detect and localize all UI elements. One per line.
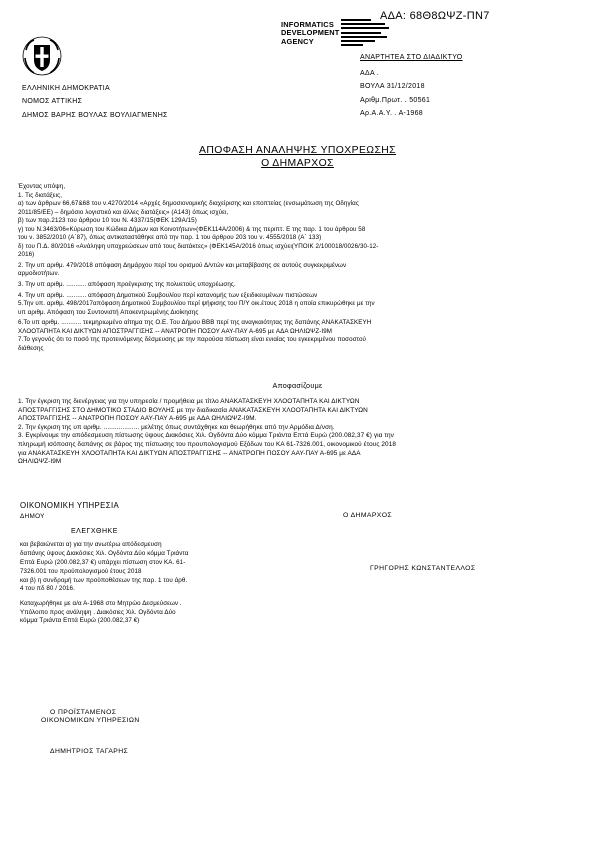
ledger-line: Υπόλοιπο προς ανάληψη . Διακόσιες Χιλ. Ογδόντα Δύο <box>20 608 176 616</box>
meta-ada: ΑΔΑ . <box>360 70 380 77</box>
ledger-line: Καταχωρήθηκε με α/α Α-1968 στο Μητρώο Δεσμεύσεων . <box>20 600 182 607</box>
considerations-block <box>18 183 574 353</box>
issuer-block <box>22 82 168 122</box>
body-line: ΧΛΟΟΤΑΠΗΤΑ ΚΑΙ ΔΙΚΤΥΩΝ ΑΠΟΣΤΡΑΓΓΙΣΗΣ -- ΑΝΑΤΡΟΠΗ ΠΟΣΟΥ ΑΑΥ-ΠΑΥ Α-695 με ΑΔΑ ΩΗΛΙΩΨΖ-Ι9Μ <box>18 327 333 335</box>
decisions-block <box>18 398 578 467</box>
ada-number: ΑΔΑ: 68Θ8ΩΨΖ-ΠΝ7 <box>380 10 490 22</box>
body-line: α) των άρθρων 66,67&68 του ν.4270/2014 «Αρχές δημοσιονομικής διαχείρισης και εποπτείας (ενσωμάτωση της Οδηγίας <box>18 200 359 208</box>
body-line: Έχοντας υπόψη, <box>18 183 66 190</box>
mayor-name: ΓΡΗΓΟΡΗΣ ΚΩΝΣΤΑΝΤΕΛΛΟΣ <box>370 565 476 572</box>
body-line: του ν. 3852/2010 (Α΄87), όπως αντικαταστάθηκε από την παρ. 1 του άρθρου 203 του ν. 4555/2018 (Α΄ 133) <box>18 234 322 242</box>
document-title <box>0 144 595 170</box>
issuer-municipality: ΔΗΜΟΣ ΒΑΡΗΣ ΒΟΥΛΑΣ ΒΟΥΛΙΑΓΜΕΝΗΣ <box>22 111 168 119</box>
ledger-block <box>20 577 187 594</box>
decide-heading: Αποφασίζουμε <box>272 381 323 390</box>
body-line: γ) του Ν.3463/06«Κύρωση του Κώδικα Δήμων και Κοινοτήτων»(ΦΕΚ114Α/2006) & της περιπτ. Ε της παρ. 1 του άρθρου 58 <box>18 225 366 233</box>
issuer-prefecture: ΝΟΜΟΣ ΑΤΤΙΚΗΣ <box>22 98 83 106</box>
body-line: 6.Το υπ αριθμ. ........... τεκμηριωμένο αίτημα της Ο.Ε. Του Δήμου ΒΒΒ περί της αναγκαιότητας της δαπάνης ΑΝΑΚΑΤΑΣΚΕΥΗ <box>18 319 372 327</box>
greek-coat-of-arms-icon <box>22 36 62 76</box>
decision-line: ΑΠΟΣΤΡΑΓΓΙΣΗΣ ΣΤΟ ΔΗΜΟΤΙΚΟ ΣΤΑΔΙΟ ΒΟΥΛΗΣ με την διαδικασία ΑΝΑΚΑΤΑΣΚΕΥΗ ΧΛΟΟΤΑΠΗΤΑ ΚΑΙ ΔΙΚΤΥΩΝ <box>18 406 368 414</box>
body-line: 2016) <box>18 251 35 259</box>
title-line: ΑΠΟΦΑΣΗ ΑΝΑΛΗΨΗΣ ΥΠΟΧΡΕΩΣΗΣ <box>198 145 397 156</box>
issuer-country: ΕΛΛΗΝΙΚΗ ΔΗΜΟΚΡΑΤΙΑ <box>22 85 110 92</box>
ledger-line: Επτά Ευρώ (200.082,37 €) υπάρχει πίστωση στον ΚΑ. 61- <box>20 558 186 566</box>
title-line: Ο ΔΗΜΑΡΧΟΣ <box>261 158 334 169</box>
body-line: 4. Την υπ αριθμ. ........... απόφαση Δημοτικού Συμβουλίου περί κατανομής των εξειδικευμένων πιστώσεων <box>18 291 318 299</box>
body-line: διάθεσης <box>18 344 44 352</box>
posting-label: ΑΝΑΡΤΗΤΕΑ ΣΤΟ ΔΙΑΔΙΚΤΥΟ <box>360 54 463 61</box>
agency-line: DEVELOPMENT <box>281 28 340 38</box>
body-line: δ) του Π.Δ. 80/2016 «Ανάληψη υποχρεώσεων από τους διατάκτες» (ΦΕΚ145Α/2016 όπως ισχύει(ΥΠΟΙΚ 2/100018/0026/30-12- <box>18 242 379 250</box>
ledger-line: 7326.001 του προϋπολογισμού έτους 2018 <box>20 567 142 575</box>
body-line: 7.Το γεγονός ότι το ποσό της προτεινόμενης δέσμευσης με την παρούσα πίστωση είναι ενιαίας του εγκεκριμένου ποσοστού <box>18 336 367 344</box>
meta-place-date: ΒΟΥΛΑ 31/12/2018 <box>360 83 425 91</box>
ledger-line: και βεβαιώνεται α) για την ανωτέρω απόδεσμευση <box>20 541 162 548</box>
ledger-block <box>20 600 182 626</box>
ledger-line: κόμμα Τριάντα Επτά Ευρώ (200.082,37 €) <box>20 617 140 625</box>
meta-block <box>360 67 430 120</box>
body-line: 2011/85/ΕΕ) – δημόσιο λογιστικό και άλλες διατάξεις» (Α143) όπως ισχύει, <box>18 208 229 216</box>
decision-line: πληρωμή ισόποσης δαπάνης σε βάρος της πίστωσης του προυπολογισμού Εξόδων του ΚΑ 61-7326.001, οικονομικού έτους 2018 <box>18 440 397 448</box>
body-line: 2. Την υπ αριθμ. 479/2018 απόφαση Δημάρχου περί του ορισμού Δ/ντών και μεταβίβασης σε αυτούς συγκεκριμένων <box>18 261 347 269</box>
decision-line: ΑΠΟΣΤΡΑΓΓΙΣΗΣ -- ΑΝΑΤΡΟΠΗ ΠΟΣΟΥ ΑΑΥ-ΠΑΥ Α-695 με ΑΔΑ ΩΗΛΙΩΨΖ-Ι9Μ. <box>18 415 257 423</box>
decision-line: 3. Εγκρίνουμε την απόδεσμευση πίστωσης ύψους Διακόσιες Χιλ. Ογδόντα Δύο κόμμα Τριάντα Επτά Ευρώ (200.082,37 €) για την <box>18 432 394 440</box>
ledger-line: 4 του πδ 80 / 2016. <box>20 585 75 593</box>
body-line: 5.Την υπ. αριθμ. 498/2017απόφαση Δημοτικού Συμβουλίου περί ψήφισης του Π/Υ οικ.έτους 2018 η οποία επικυρώθηκε με την <box>18 300 375 308</box>
body-line: 1. Τις διατάξεις, <box>18 191 63 199</box>
agency-line: AGENCY <box>281 36 314 46</box>
econ-service-label: ΟΙΚΟΝΟΜΙΚΗ ΥΠΗΡΕΣΙΑ <box>20 501 120 510</box>
agency-name <box>281 21 339 46</box>
agency-line: INFORMATICS <box>281 20 334 29</box>
econ-municipality-label: ΔΗΜΟΥ <box>20 513 45 520</box>
decision-line: 2. Την έγκριση της υπ αριθμ. ................... μελέτης όπως συντάχθηκε και θεωρήθηκε από την Αρμόδια Δ/νση. <box>18 423 335 431</box>
decision-line: 1. Την έγκριση της διενέργειας για την υπηρεσία / προμήθεια με τίτλο ΑΝΑΚΑΤΑΣΚΕΥΗ ΧΛΟΟΤΑΠΗΤΑ ΚΑΙ ΔΙΚΤΥΩΝ <box>18 398 360 405</box>
meta-aay: Αρ.Α.Α.Υ. . Α-1968 <box>360 109 423 117</box>
body-line: 3. Την υπ αριθμ. ........... απόφαση προέγκρισης της πολυετούς υποχρέωσης. <box>18 281 236 289</box>
head-name: ΔΗΜΗΤΡΙΟΣ ΤΑΓΑΡΗΣ <box>50 748 129 755</box>
head-title: Ο ΠΡΟΪΣΤΑΜΕΝΟΣ <box>50 709 117 716</box>
head-department: ΟΙΚΟΝΟΜΙΚΩΝ ΥΠΗΡΕΣΙΩΝ <box>41 717 140 724</box>
body-line: β) των παρ.2123 του άρθρου 10 του Ν. 4337/15(ΦΕΚ 129Α/15) <box>18 217 197 225</box>
body-line: υπ αριθμ. Απόφαση του Συντονιστή Αποκεντρωμένης Διοίκησης <box>18 308 199 316</box>
mayor-label: Ο ΔΗΜΑΡΧΟΣ <box>343 512 392 519</box>
decision-line: ΩΗΛΙΩΨΖ-Ι9Μ <box>18 458 62 466</box>
ledger-line: και β) η συνδρομή των προϋποθέσεων της παρ. 1 του άρθ. <box>20 577 188 584</box>
informatics-agency-logo-icon <box>341 19 397 53</box>
ledger-block <box>20 541 189 577</box>
ledger-line: δαπάνης ύψους Διακόσιες Χιλ. Ογδόντα Δύο κόμμα Τριάντα <box>20 549 189 557</box>
checked-label: ΕΛΕΓΧΘΗΚΕ <box>71 528 118 535</box>
meta-protocol: Αριθμ.Πρωτ. . 50561 <box>360 96 431 104</box>
decision-line: για ΑΝΑΚΑΤΑΣΚΕΥΗ ΧΛΟΟΤΑΠΗΤΑ ΚΑΙ ΔΙΚΤΥΩΝ ΑΠΟΣΤΡΑΓΓΙΣΗΣ -- ΑΝΑΤΡΟΠΗ ΠΟΣΟΥ ΑΑΥ-ΠΑΥ Α-695 με ΑΔΑ <box>18 449 361 457</box>
body-line: αρμοδιοτήτων. <box>18 270 60 278</box>
